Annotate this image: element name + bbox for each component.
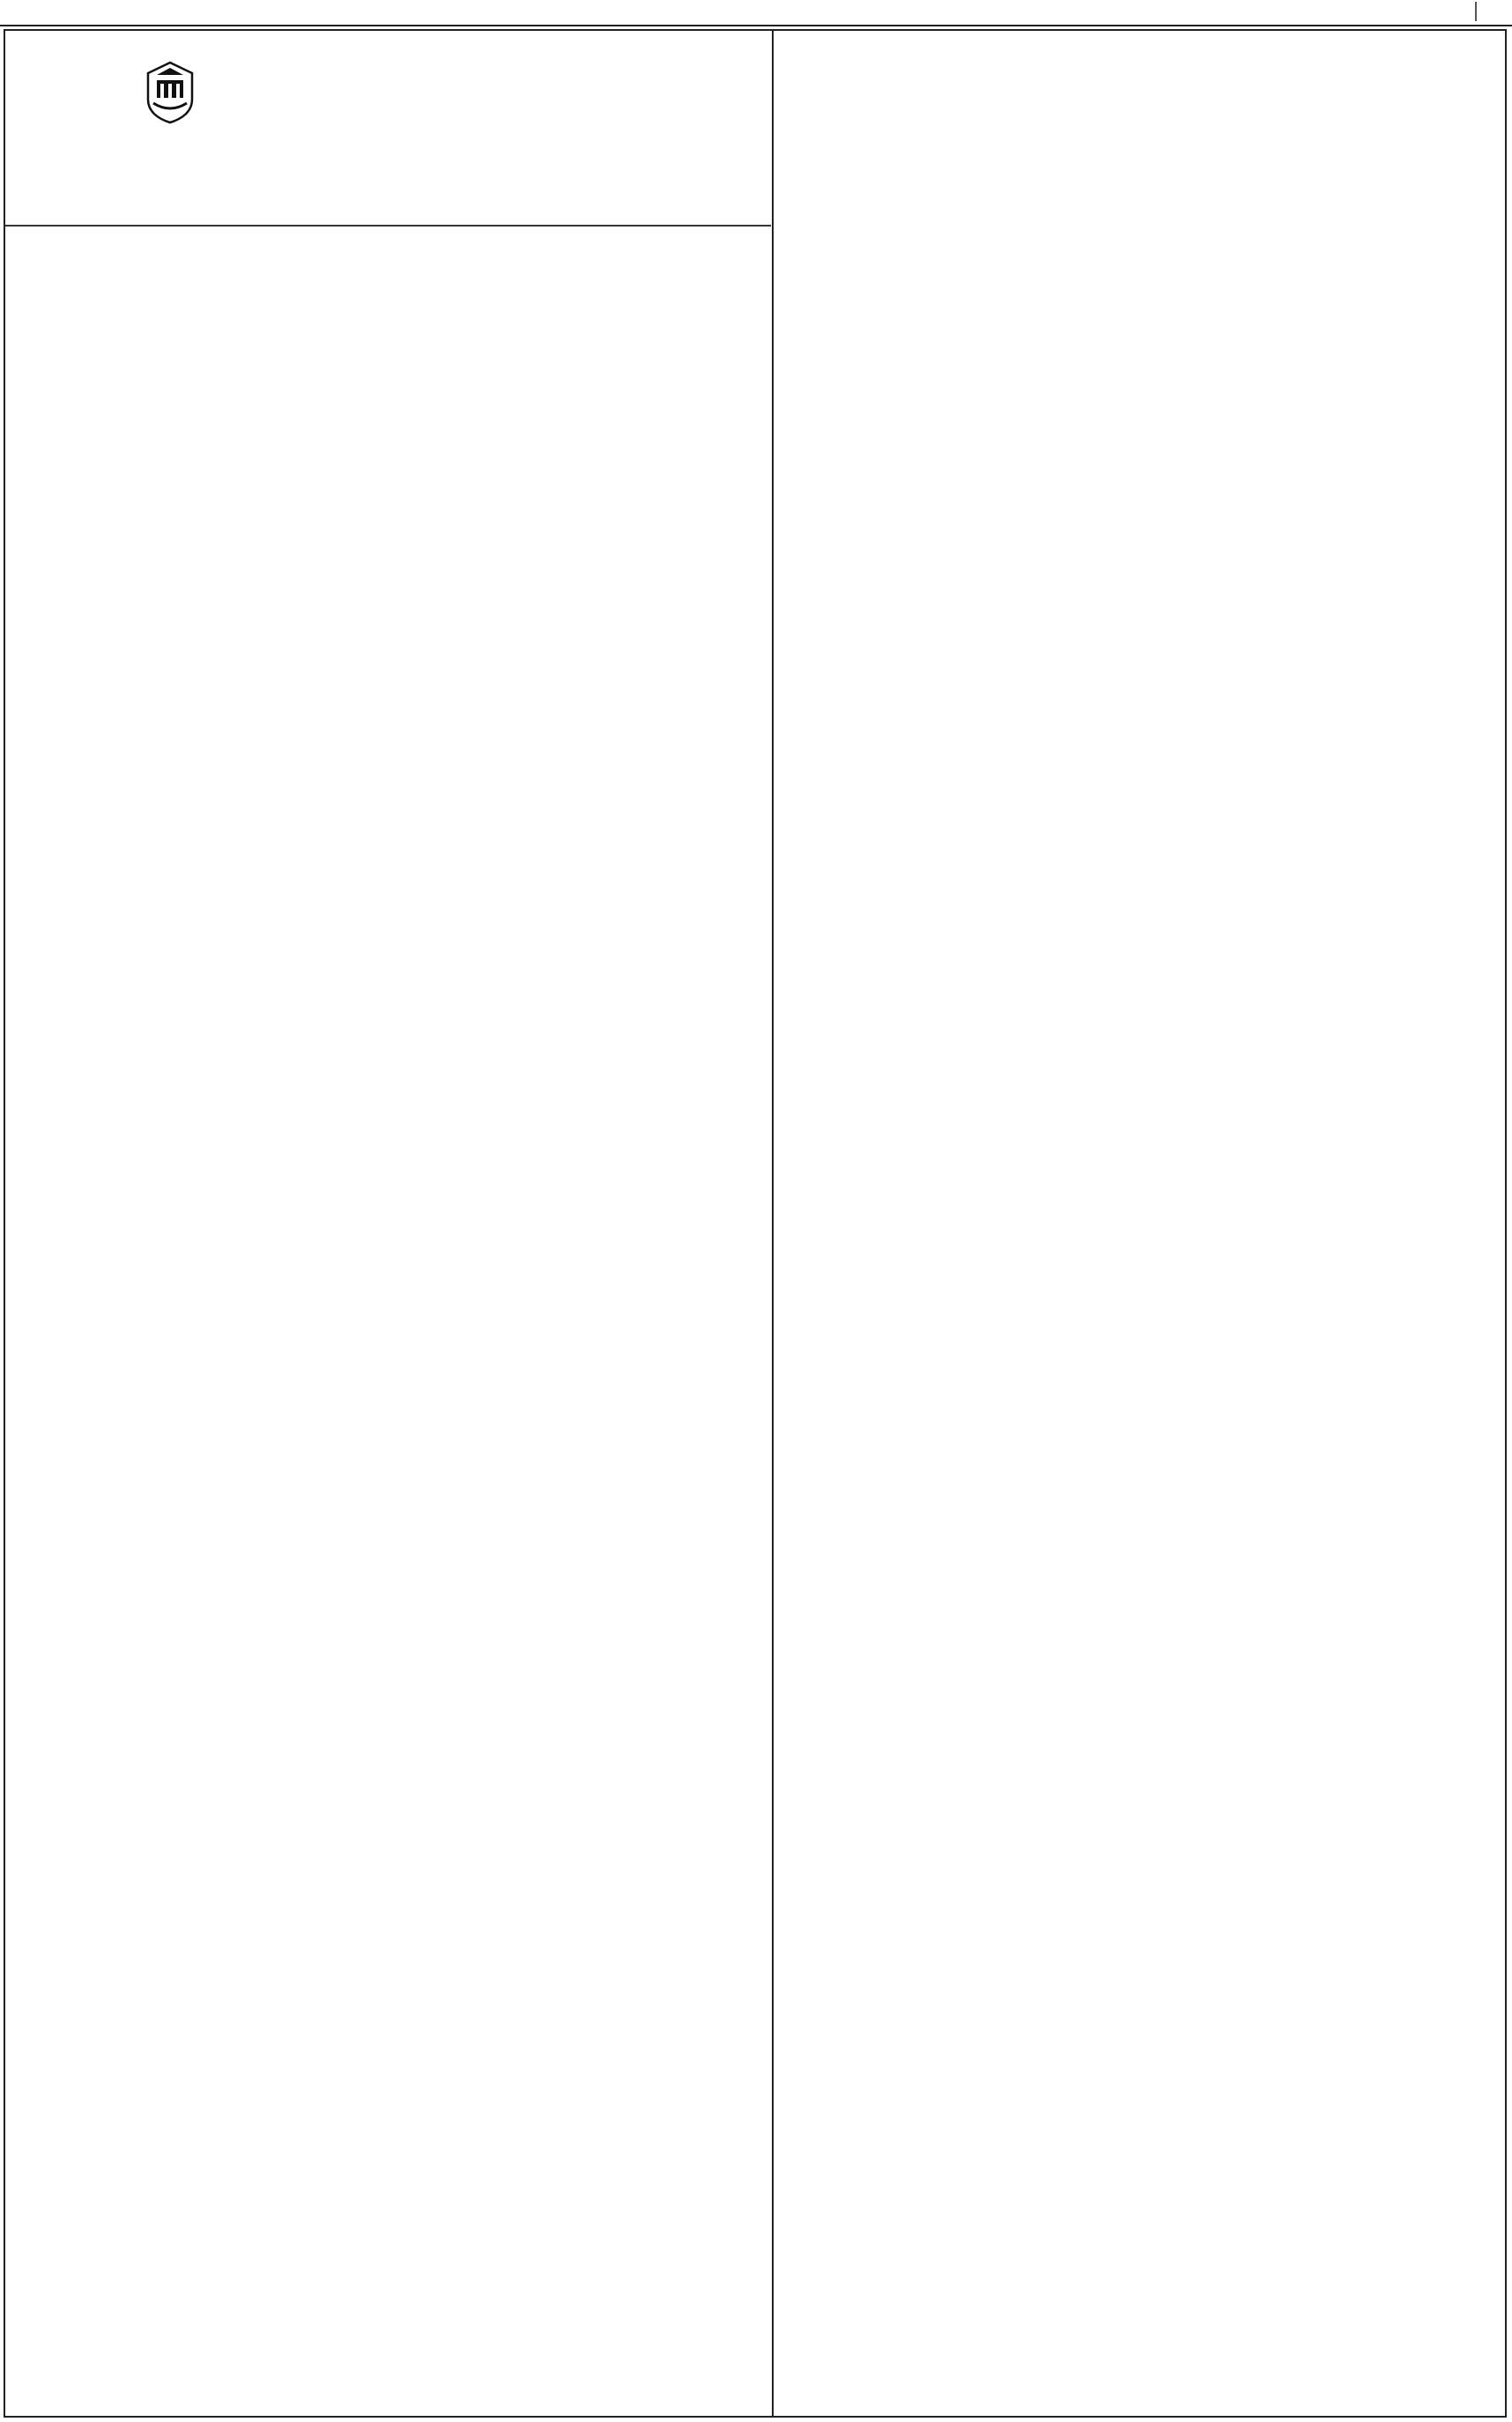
left-column bbox=[5, 31, 774, 2416]
masthead-divider bbox=[1475, 2, 1477, 21]
header-name-address bbox=[105, 226, 678, 227]
right-column bbox=[774, 31, 1505, 2416]
header-serial bbox=[6, 226, 56, 227]
header-deposit-serial bbox=[56, 226, 105, 227]
applicant-table-left bbox=[5, 225, 771, 227]
notice-header bbox=[5, 31, 772, 163]
header-land-amount bbox=[678, 226, 771, 227]
advertisement-frame bbox=[4, 29, 1507, 2418]
masthead bbox=[0, 0, 1512, 26]
rda-logo-icon bbox=[145, 61, 196, 124]
table-header-row bbox=[6, 226, 771, 227]
